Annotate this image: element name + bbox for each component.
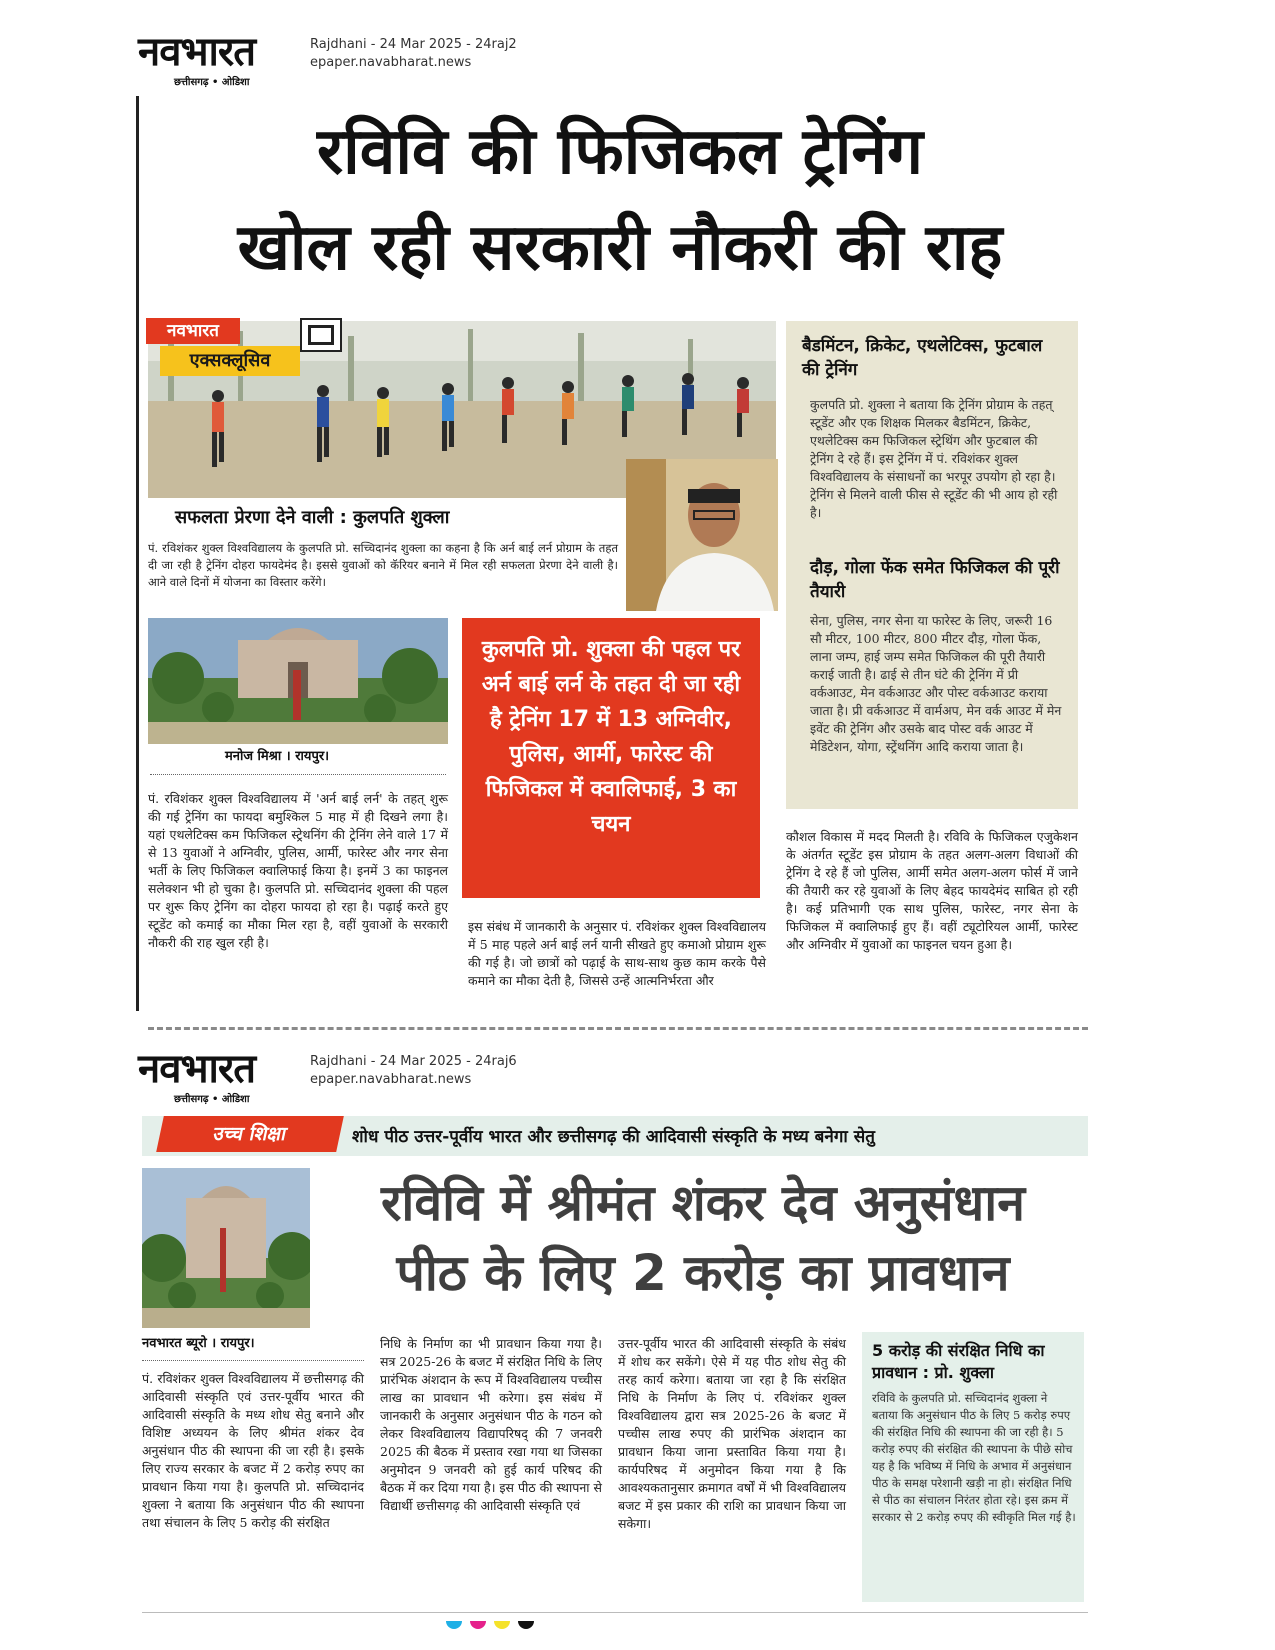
photo-caption-text: पं. रविशंकर शुक्ल विश्वविद्यालय के कुलपति प्रो. सच्चिदानंद शुक्ला का कहना है कि अर्न बाई लर्न प्रोग्राम के तहत दी जा रही है ट्रेनिंग दोहरा फायदेमंद है। इससे युवाओं को कॅरियर बनाने में मिल रही सफलता प्रेरणा देने वाली है। आने वाले दिनों में योजना का विस्तार करेंगे। xyxy=(148,541,618,589)
page2-sidebar-heading: 5 करोड़ की संरक्षित निधि का प्रावधान : प्रो. शुक्ला xyxy=(872,1341,1045,1382)
page2-col3-text: उत्तर-पूर्वीय भारत की आदिवासी संस्कृति के संबंध में शोध कर सकेंगे। ऐसे में यह पीठ शोध सेतु की तरह कार्य करेगा। बताया जा रहा है कि संरक्षित निधि के निर्माण के लिए पं. रविशंकर शुक्ल विश्वविद्यालय द्वारा सत्र 2025-26 के बजट में पच्चीस लाख रुपए की प्रारंभिक अंशदान का प्रावधान किया जाना प्रस्तावित किया गया है। कार्यपरिषद में अनुमोदन किया गया है कि आवश्यकतानुसार क्रमागत वर्षों में भी विश्वविद्यालय बजट में इस प्रकार की राशि का प्रावधान किया जा सकेगा। xyxy=(618,1336,846,1531)
page2-url: epaper.navabharat.news xyxy=(310,1072,472,1087)
highlight-box: कुलपति प्रो. शुक्ला की पहल पर अर्न बाई लर्न के तहत दी जा रही है ट्रेनिंग 17 में 13 अग्निवीर, पुलिस, आर्मी, फारेस्ट की फिजिकल में क्वालिफाई, 3 का चयन xyxy=(462,618,760,898)
pdf-icon xyxy=(300,318,342,352)
page2-logo: नवभारत xyxy=(138,1046,256,1092)
page1-byline: मनोज मिश्रा । रायपुर। xyxy=(225,749,330,764)
page1-edition-line: Rajdhani - 24 Mar 2025 - 24raj2 xyxy=(310,37,517,52)
exclusive-badge xyxy=(146,318,304,378)
page1-url: epaper.navabharat.news xyxy=(310,55,472,70)
sidebar-heading-1: बैडमिंटन, क्रिकेट, एथलेटिक्स, फुटबाल की ट्रेनिंग xyxy=(802,336,1043,380)
byline-rule-2 xyxy=(142,1360,364,1361)
page2-logo-sub: छत्तीसगढ़ • ओडिशा xyxy=(174,1094,250,1105)
page2-masthead xyxy=(136,1047,536,1103)
page1-col2-text: इस संबंध में जानकारी के अनुसार पं. रविशंकर शुक्ल विश्वविद्यालय में 5 माह पहले अर्न बाई लर्न यानी सीखते हुए कमाओ प्रोग्राम शुरू की गई है। जो छात्रों को पढ़ाई के साथ-साथ कुछ काम करके पैसे कमाने का मौका देती है, जिससे उन्हें आत्मनिर्भरता और xyxy=(468,919,766,988)
page1-headline-line1: रविवि की फिजिकल ट्रेनिंग xyxy=(317,115,923,189)
page1-col1-text: पं. रविशंकर शुक्ल विश्वविद्यालय में 'अर्न बाई लर्न' के तहत् शुरू की गई ट्रेनिंग का फायदा बमुश्किल 5 माह में ही दिखने लगा है। यहां एथलेटिक्स कम फिजिकल स्ट्रेथनिंग की ट्रेनिंग लेने वाले 17 में से 13 युवाओं ने अग्निवीर, पुलिस, आर्मी, फारेस्ट और नगर सेना भर्ती के लिए फिजिकल क्वालिफाई किया है। इनमें 3 का फाइनल सलेक्शन भी हो चुका है। कुलपति प्रो. सच्चिदानंद शुक्ला की पहल पर शुरू किए ट्रेनिंग का दोहरा फायदा हो रहा है। पढ़ाई करते हुए स्टूडेंट को कमाई का मौका मिल रहा है, वहीं युवाओं के सरकारी नौकरी की राह खुल रही है। xyxy=(148,791,448,950)
page-divider xyxy=(148,1027,1088,1030)
vc-portrait-image xyxy=(626,459,778,611)
page1-logo-sub: छत्तीसगढ़ • ओडिशा xyxy=(174,77,250,88)
campus-photo-2 xyxy=(142,1168,310,1328)
page2-sidebar-text: रविवि के कुलपति प्रो. सच्चिदानंद शुक्ला ने बताया कि अनुसंधान पीठ के लिए 5 करोड़ रुपए की संरक्षित निधि की स्थापना की जा रही है। 5 करोड़ रुपए की संरक्षित की स्थापना के पीछे सोच यह है कि भविष्य में निधि के अभाव में अनुसंधान पीठ के समक्ष परेशानी खड़ी ना हो। संरक्षित निधि से पीठ का संचालन निरंतर होता रहे। इस क्रम में सरकार से 2 करोड़ रुपए की स्वीकृति मिल गई है। xyxy=(872,1391,1076,1524)
page1-logo: नवभारत xyxy=(138,29,256,75)
sidebar-text-2: सेना, पुलिस, नगर सेना या फारेस्ट के लिए, जरूरी 16 सौ मीटर, 100 मीटर, 800 मीटर दौड़, गोला फेंक, लाना जम्प, हाई जम्प समेत फिजिकल की पूरी तैयारी कराई जाती है। ढाई से तीन घंटे की ट्रेनिंग में प्री वर्कआउट, मेन वर्कआउट और पोस्ट वर्कआउट कराया जाता है। प्री वर्कआउट में वार्मअप, मेन वर्क आउट में मेन इवेंट की ट्रेनिंग और उसके बाद पोस्ट वर्क आउट में मेडिटेशन, योगा, स्ट्रेंथनिंग आदि कराया जाता है। xyxy=(810,613,1062,754)
page1-left-rule xyxy=(136,96,139,1011)
page2-col1-text: पं. रविशंकर शुक्ल विश्वविद्यालय में छत्तीसगढ़ की आदिवासी संस्कृति एवं उत्तर-पूर्वीय भारत की आदिवासी संस्कृति के मध्य शोध सेतु बनाने और विशिष्ट अध्ययन के लिए श्रीमंत शंकर देव अनुसंधान पीठ की स्थापना की जा रही है। इसके लिए राज्य सरकार के बजट में 2 करोड़ रुपए का प्रावधान किया गया है। कुलपति प्रो. सच्चिदानंद शुक्ला ने बताया कि अनुसंधान पीठ की स्थापना तथा संचालन के लिए 5 करोड़ की संरक्षित xyxy=(142,1371,364,1530)
badge-label: एक्सक्लूसिव xyxy=(160,346,300,376)
page1-col3-text: कौशल विकास में मदद मिलती है। रविवि के फिजिकल एजुकेशन के अंतर्गत स्टूडेंट इस प्रोग्राम के तहत अलग-अलग विधाओं की ट्रेनिंग दे रहे हैं जो पुलिस, आर्मी समेत अलग-अलग फोर्स में जाने की तैयारी कर रहे युवाओं के लिए बेहद फायदेमंद साबित हो रही है। कई प्रतिभागी एक साथ पुलिस, फारेस्ट, नगर सेना के फिजिकल में क्वालिफाई हुए हैं। वहीं ट्यूटोरियल आर्मी, फारेस्ट और अग्निवीर में युवाओं का फाइनल चयन हुआ है। xyxy=(786,829,1078,952)
page1-headline-line2: खोल रही सरकारी नौकरी की राह xyxy=(237,211,1003,285)
campus-photo xyxy=(148,618,448,744)
page2-col2-text: निधि के निर्माण का भी प्रावधान किया गया है। सत्र 2025-26 के बजट में संरक्षित निधि के लिए प्रारंभिक अंशदान के रूप में विश्वविद्यालय पच्चीस लाख का प्रावधान भी करेगा। इस संबंध में जानकारी के अनुसार अनुसंधान पीठ के गठन को लेकर विश्वविद्यालय विद्यापरिषद् की 7 जनवरी 2025 की बैठक में प्रस्ताव रखा गया था जिसका अनुमोदन 9 जनवरी को हुई कार्य परिषद की बैठक में कर दिया गया है। इस पीठ की स्थापना से विद्यार्थी छत्तीसगढ़ की आदिवासी संस्कृति एवं xyxy=(380,1336,602,1513)
kicker: शोध पीठ उत्तर-पूर्वीय भारत और छत्तीसगढ़ की आदिवासी संस्कृति के मध्य बनेगा सेतु xyxy=(352,1127,875,1147)
campus-photo-2-image xyxy=(142,1168,310,1328)
page2-bottom-rule xyxy=(142,1612,1088,1613)
badge-brand: नवभारत xyxy=(146,318,240,344)
color-registration-marks xyxy=(446,1614,576,1624)
photo-caption-title: सफलता प्रेरणा देने वाली : कुलपति शुक्ला xyxy=(175,507,450,528)
sidebar-heading-2: दौड़, गोला फेंक समेत फिजिकल की पूरी तैयारी xyxy=(810,558,1060,602)
page1-masthead xyxy=(136,30,536,86)
section-tag: उच्च शिक्षा xyxy=(156,1116,344,1152)
page2-byline: नवभारत ब्यूरो । रायपुर। xyxy=(142,1336,255,1351)
byline-rule xyxy=(150,774,446,775)
page2-headline-line2: पीठ के लिए 2 करोड़ का प्रावधान xyxy=(396,1244,1010,1302)
page2-headline-line1: रविवि में श्रीमंत शंकर देव अनुसंधान xyxy=(380,1174,1026,1232)
campus-photo-image xyxy=(148,618,448,744)
vc-portrait xyxy=(626,459,778,611)
sidebar-text-1: कुलपति प्रो. शुक्ला ने बताया कि ट्रेनिंग प्रोग्राम के तहत् स्टूडेंट और एक शिक्षक मिलकर बैडमिंटन, क्रिकेट, एथलेटिक्स कम फिजिकल स्ट्रेथिंग और फुटबाल की ट्रेनिंग दे रहे हैं। इस ट्रेनिंग में पं. रविशंकर शुक्ल विश्वविद्यालय के संसाधनों का भरपूर उपयोग हो रहा है। ट्रेनिंग से मिलने वाली फीस से स्टूडेंट की भी आय हो रही है। xyxy=(810,397,1058,520)
page2-edition-line: Rajdhani - 24 Mar 2025 - 24raj6 xyxy=(310,1054,517,1069)
